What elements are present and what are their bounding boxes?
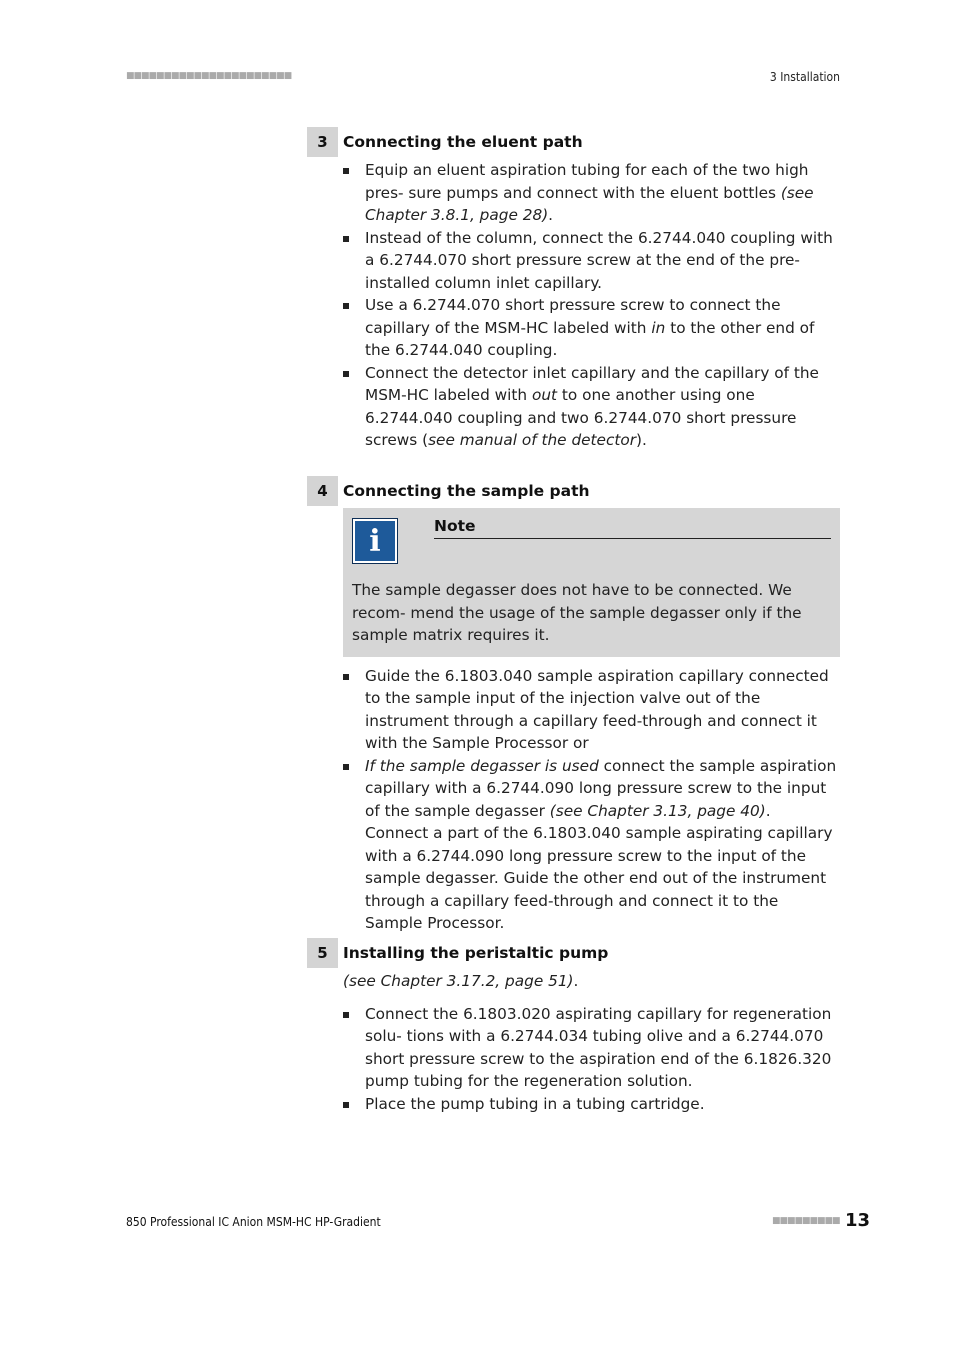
step-5	[307, 938, 840, 1115]
list-item: Place the pump tubing in a tubing cartridge.	[307, 1093, 840, 1116]
step-3	[307, 127, 840, 452]
step-number: 4	[307, 476, 338, 506]
list-item-continuation: Connect a part of the 6.1803.040 sample aspirating capillary with a 6.2744.090 long pressure screw to the input of the sample degasser. Guide the other end out of the instrument through a capillary feed-through and connect it to the Sample Processor.	[365, 824, 833, 932]
step-number: 3	[307, 127, 338, 157]
list-item: Guide the 6.1803.040 sample aspiration capillary connected to the sample input of the injection valve out of the instrument through a capillary feed-through and connect it with the Sample Processor or	[307, 665, 840, 755]
page-number: 13	[845, 1210, 871, 1231]
list-item: If the sample degasser is used connect the sample aspiration capillary with a 6.2744.090 long pressure screw to the input of the sample degasser (see Chapter 3.13, page 40).	[307, 755, 840, 823]
list-item: Connect the 6.1803.020 aspirating capillary for regeneration solu- tions with a 6.2744.034 tubing olive and a 6.2744.070 short pressure screw to the aspiration end of the 6.1826.320 pump tubing for the regeneration solution.	[307, 1003, 840, 1093]
step-4	[307, 476, 840, 935]
step-reference: (see Chapter 3.17.2, page 51).	[343, 972, 579, 990]
note-text: The sample degasser does not have to be connected. We recom- mend the usage of the sample degasser only if the sample matrix requires it.	[352, 581, 802, 644]
cross-reference[interactable]: (see Chapter 3.13, page 40)	[549, 801, 766, 820]
step-5-list	[307, 1003, 840, 1116]
step-4-list	[307, 665, 840, 823]
step-3-list	[307, 159, 840, 452]
header-section-title: 3 Installation	[769, 70, 840, 84]
step-number: 5	[307, 938, 338, 968]
info-icon: i	[352, 518, 398, 564]
list-item: Connect the detector inlet capillary and the capillary of the MSM-HC labeled with out to one another using one 6.2744.040 coupling and two 6.2744.070 short pressure screws (see manual of the detector).	[307, 362, 840, 452]
list-item: Equip an eluent aspiration tubing for each of the two high pres- sure pumps and connect with the eluent bottles (see Chapter 3.8.1, page 28).	[307, 159, 840, 227]
list-item: Instead of the column, connect the 6.2744.040 coupling with a 6.2744.070 short pressure screw at the end of the pre-installed column inlet capillary.	[307, 227, 840, 295]
cross-reference[interactable]: (see Chapter 3.17.2, page 51)	[343, 972, 574, 990]
step-title: Connecting the sample path	[343, 482, 590, 500]
list-item: Use a 6.2744.070 short pressure screw to connect the capillary of the MSM-HC labeled with in to the other end of the 6.2744.040 coupling.	[307, 294, 840, 362]
step-title: Installing the peristaltic pump	[343, 944, 609, 962]
footer-document-title: 850 Professional IC Anion MSM-HC HP-Gradient	[126, 1215, 381, 1229]
footer-decoration: ■■■■■■■■■	[772, 1216, 840, 1226]
step-title: Connecting the eluent path	[343, 133, 583, 151]
cross-reference: see manual of the detector	[428, 431, 637, 449]
cross-reference[interactable]: (see Chapter 3.8.1, page 28)	[365, 183, 814, 224]
note-box	[343, 508, 840, 657]
note-title: Note	[434, 517, 831, 539]
header-decoration: ■■■■■■■■■■■■■■■■■■■■■■	[126, 71, 292, 81]
